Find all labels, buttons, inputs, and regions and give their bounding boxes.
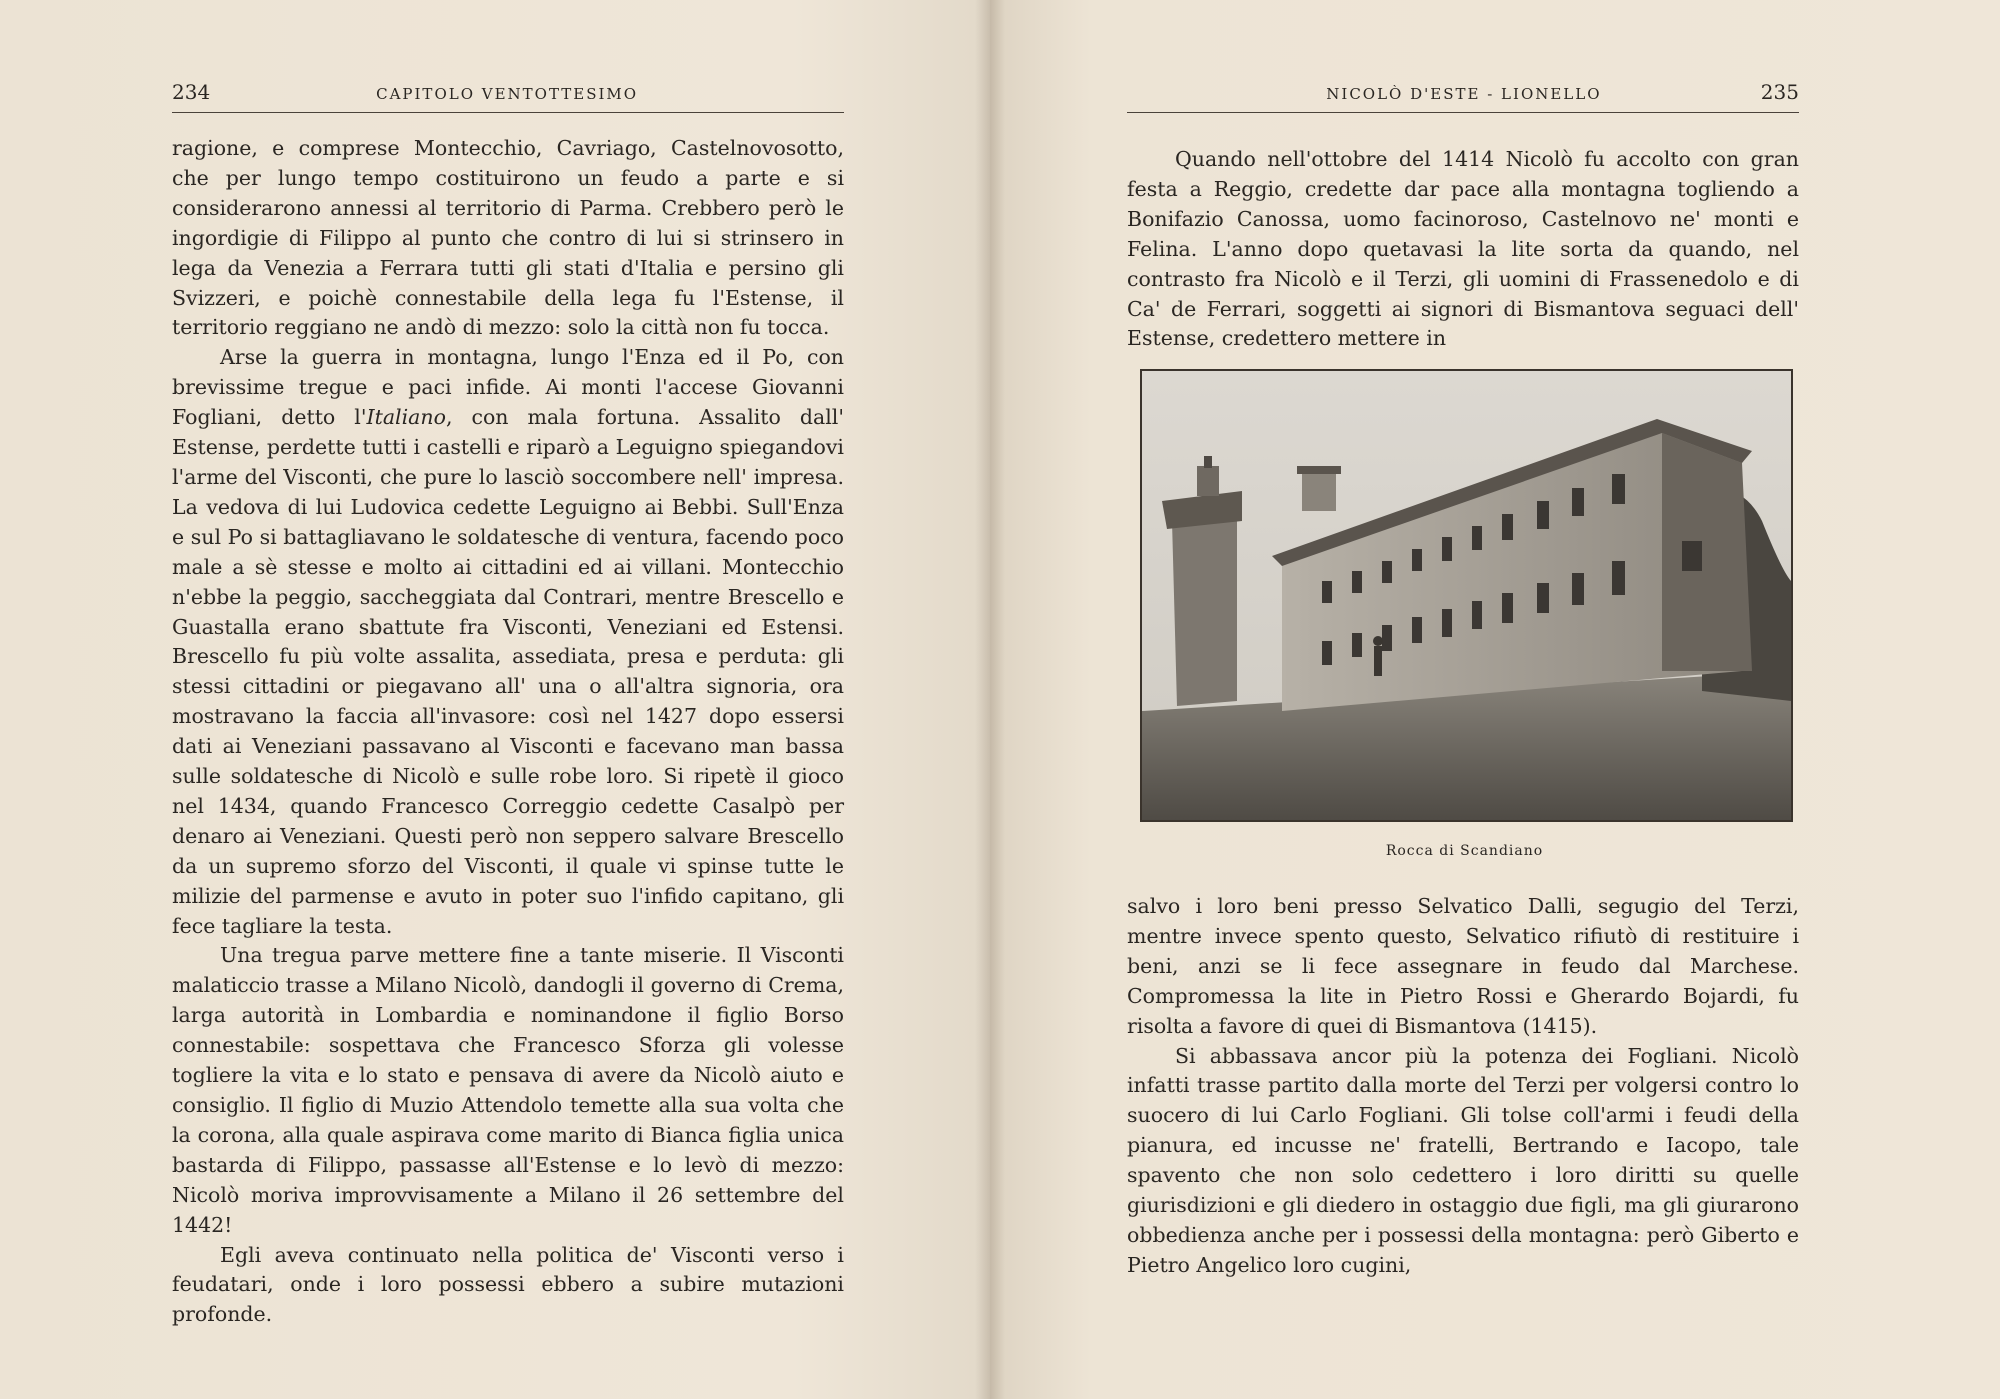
left-page-body (172, 134, 844, 1330)
left-page (0, 0, 990, 1399)
paragraph: Arse la guerra in montagna, lungo l'Enza ed il Po, con brevissime tregue e paci infide. Ai monti l'accese Giovanni Fogliani, detto l'Italiano, con mala fortuna. Assalito dall' Estense, perdette tutti i castelli e riparò a Leguigno spiegandovi l'arme del Visconti, che pure lo lasciò soccombere nell' impresa. La vedova di lui Ludovica cedette Leguigno ai Bebbi. Sull'Enza e sul Po si battagliavano le soldatesche di ventura, facendo poco male a sè stesse e molto ai cittadini ed ai villani. Montecchio n'ebbe la peggio, saccheggiata dal Contrari, mentre Brescello e Guastalla erano sbattute fra Visconti, Veneziani ed Estensi. Brescello fu più volte assalita, assediata, presa e perduta: gli stessi cittadini or piegavano all' una o all'altra signoria, ora mostravano la faccia all'invasore: così nel 1427 dopo essersi dati ai Veneziani passavano al Visconti e facevano man bassa sulle soldatesche di Nicolò e sulle robe loro. Si ripetè il gioco nel 1434, quando Francesco Correggio cedette Casalpò per denaro ai Veneziani. Questi però non seppero salvare Brescello da un supremo sforzo del Visconti, il quale vi spinse tutte le milizie del parmense e avuto in poter suo l'infido capitano, gli fece tagliare la testa. (172, 345, 844, 938)
paragraph: Quando nell'ottobre del 1414 Nicolò fu accolto con gran festa a Reggio, credette dar pace alla montagna togliendo a Bonifazio Canossa, uomo facinoroso, Castelnovo ne' monti e Felina. L'anno dopo quetavasi la lite sorta da quando, nel contrasto fra Nicolò e il Terzi, gli uomini di Frassenedolo e di Ca' de Ferrari, soggetti ai signori di Bismantova seguaci dell' Estense, credettero mettere in (1127, 147, 1799, 351)
paragraph: ragione, e comprese Montecchio, Cavriago, Castelnovosotto, che per lungo tempo costituirono un feudo a parte e si considerarono annessi al territorio di Parma. Crebbero però le ingordigie di Filippo al punto che contro di lui si strinsero in lega da Venezia a Ferrara tutti gli stati d'Italia e persino gli Svizzeri, e poichè connestabile della lega fu l'Estense, il territorio reggiano ne andò di mezzo: solo la città non fu tocca. (172, 136, 844, 340)
right-page (990, 0, 2000, 1399)
right-running-head: NICOLÒ D'ESTE - LIONELLO (1326, 85, 1602, 103)
left-running-head: CAPITOLO VENTOTTESIMO (376, 85, 639, 103)
figure-caption: Rocca di Scandiano (1385, 843, 1544, 859)
castle-illustration (1142, 371, 1791, 820)
paragraph: Si abbassava ancor più la potenza dei Fogliani. Nicolò infatti trasse partito dalla morte del Terzi per volgersi contro lo suocero di lui Carlo Fogliani. Gli tolse coll'armi i feudi della pianura, ed incusse ne' fratelli, Bertrando e Iacopo, tale spavento che non solo cedettero i loro diritti su quelle giurisdizioni e gli diedero in ostaggio due figli, ma gli giurarono obbedienza anche per i possessi della montagna: però Giberto e Pietro Angelico loro cugini, (1127, 1043, 1799, 1277)
right-page-number: 235 (1760, 80, 1799, 104)
right-page-body-bottom (1127, 892, 1799, 1281)
book-gutter (975, 0, 1005, 1399)
right-page-header (1127, 80, 1799, 113)
castle-photograph (1140, 369, 1793, 822)
paragraph: salvo i loro beni presso Selvatico Dalli, segugio del Terzi, mentre invece spento questo, Selvatico rifiutò di restituire i beni, anzi se li fece assegnare in feudo dal Marchese. Compromessa la lite in Pietro Rossi e Gherardo Bojardi, fu risolta a favore di quei di Bismantova (1415). (1127, 894, 1799, 1038)
right-page-body-top (1127, 145, 1799, 354)
paragraph: Una tregua parve mettere fine a tante miserie. Il Visconti malaticcio trasse a Milano Nicolò, dandogli il governo di Crema, larga autorità in Lombardia e nominandone il figlio Borso connestabile: sospettava che Francesco Sforza gli volesse togliere la vita e lo stato e pensava di avere da Nicolò aiuto e consiglio. Il figlio di Muzio Attendolo temette alla sua volta che la corona, alla quale aspirava come marito di Bianca figlia unica bastarda di Filippo, passasse all'Estense e lo levò di mezzo: Nicolò moriva improvvisamente a Milano il 26 settembre del 1442! (172, 943, 844, 1237)
left-page-number: 234 (172, 80, 211, 104)
paragraph: Egli aveva continuato nella politica de' Visconti verso i feudatari, onde i loro possessi ebbero a subire mutazioni profonde. (172, 1242, 844, 1327)
italic-term: Italiano (366, 405, 446, 430)
left-page-header (172, 80, 844, 113)
